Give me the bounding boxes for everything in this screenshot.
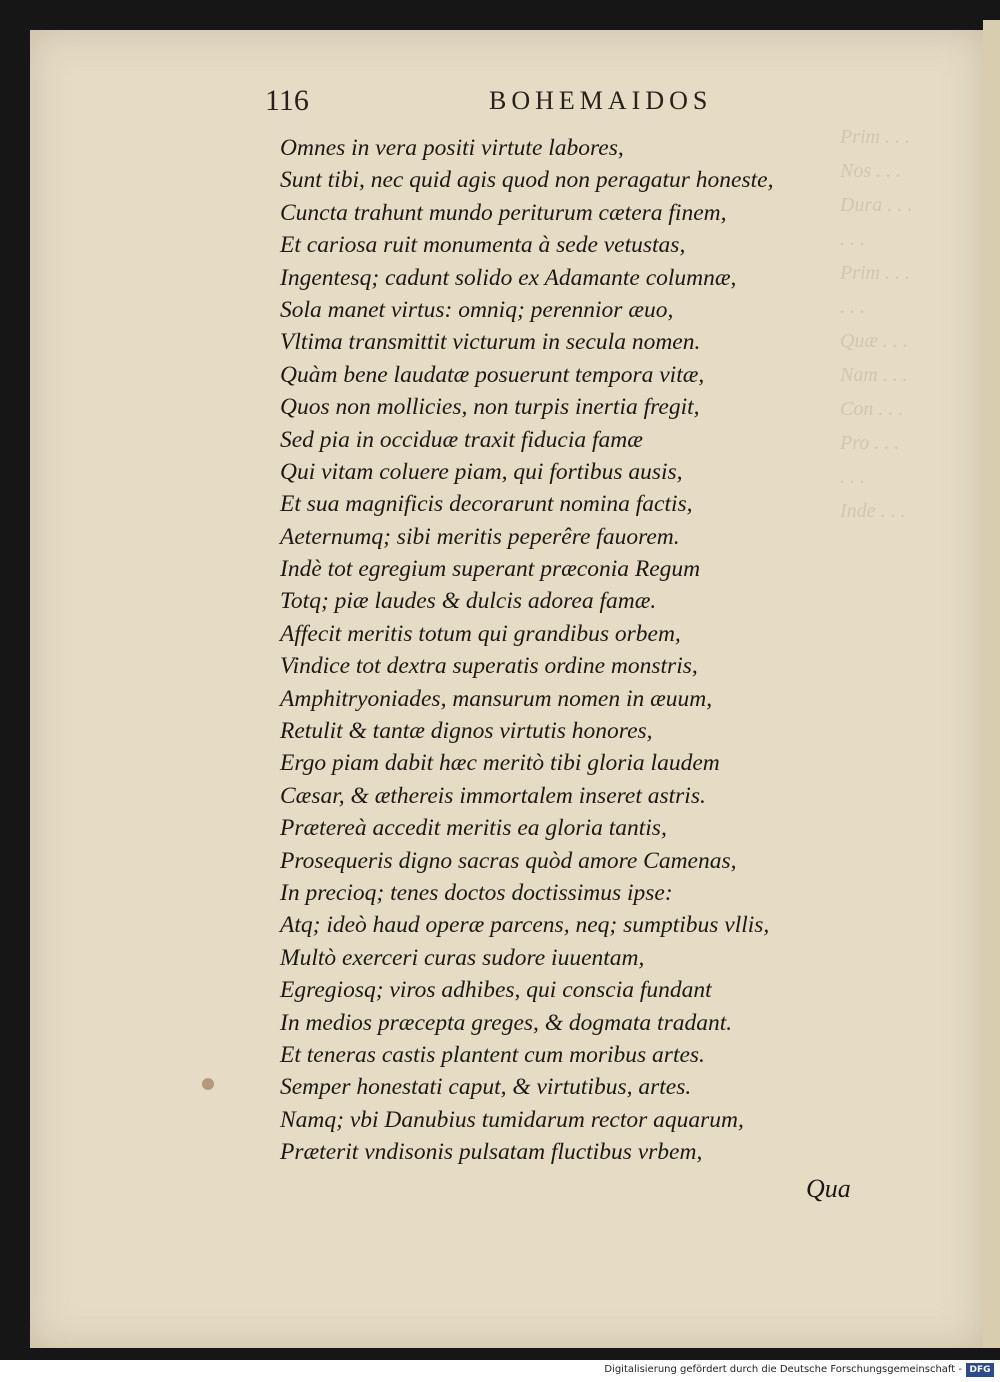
catchword: Qua xyxy=(806,1174,851,1203)
verse-line: Vindice tot dextra superatis ordine monstris, xyxy=(280,653,698,680)
verse-line: Vltima transmittit victurum in secula nomen. xyxy=(280,329,701,356)
dfg-logo: DFG xyxy=(966,1363,994,1377)
verse-line: Præterit vndisonis pulsatam fluctibus vrbem, xyxy=(280,1139,703,1166)
verse-line: Prætereà accedit meritis ea gloria tantis, xyxy=(280,815,667,842)
verse-line: In medios præcepta greges, & dogmata tradant. xyxy=(280,1009,733,1036)
verse-line: Ergo piam dabit hæc meritò tibi gloria laudem xyxy=(280,750,720,777)
verse-line: Semper honestati caput, & virtutibus, artes. xyxy=(280,1074,692,1101)
verse-line: Sola manet virtus: omniq; perennior æuo, xyxy=(280,296,674,323)
verse-line: Aeternumq; sibi meritis peperêre fauorem. xyxy=(280,523,680,550)
verse-line: Prosequeris digno sacras quòd amore Camenas, xyxy=(280,847,737,874)
verse-line: Cuncta trahunt mundo periturum cætera finem, xyxy=(280,199,727,226)
running-title: BOHEMAIDOS xyxy=(489,86,713,115)
funding-notice: Digitalisierung gefördert durch die Deutsche Forschungsgemeinschaft - xyxy=(604,1364,962,1375)
verse-line: Et cariosa ruit monumenta à sede vetustas, xyxy=(280,232,686,259)
verse-line: Namq; vbi Danubius tumidarum rector aquarum, xyxy=(280,1106,744,1133)
show-through-text: Prim . . . Nos . . . Dura . . . . . . Prim . . . . . . Quæ . . . Nam . . . Con . . . Pro . . . . . . Inde . . . xyxy=(840,126,913,522)
verse-line: Qui vitam coluere piam, qui fortibus ausis, xyxy=(280,458,683,485)
verse-line: Atq; ideò haud operæ parcens, neq; sumptibus vllis, xyxy=(280,912,770,939)
paper-stain xyxy=(202,1078,214,1090)
verse-line: Quos non mollicies, non turpis inertia fregit, xyxy=(280,394,700,421)
footer-bar xyxy=(0,1360,1000,1382)
verse-block xyxy=(280,132,870,1169)
verse-line: Affecit meritis totum qui grandibus orbem, xyxy=(280,620,681,647)
verse-line: Quàm bene laudatæ posuerunt tempora vitæ, xyxy=(280,361,705,388)
verse-line: Et teneras castis plantent cum moribus artes. xyxy=(280,1041,705,1068)
verse-line: Amphitryoniades, mansurum nomen in æuum, xyxy=(280,685,713,712)
verse-line: Egregiosq; viros adhibes, qui conscia fundant xyxy=(280,977,712,1004)
page-number: 116 xyxy=(265,84,309,117)
verse-line: Omnes in vera positi virtute labores, xyxy=(280,135,624,161)
verse-line: Ingentesq; cadunt solido ex Adamante columnæ, xyxy=(280,264,737,291)
verse-line: Totq; piæ laudes & dulcis adorea famæ. xyxy=(280,588,657,615)
facing-page-edge xyxy=(983,20,1000,1348)
verse-line: Cæsar, & æthereis immortalem inseret astris. xyxy=(280,782,706,809)
page-header xyxy=(265,84,825,124)
book-page xyxy=(30,30,983,1348)
verse-line: Indè tot egregium superant præconia Regum xyxy=(280,556,701,583)
verse-line: Sunt tibi, nec quid agis quod non peragatur honeste, xyxy=(280,167,774,194)
verse-line: Multò exerceri curas sudore iuuentam, xyxy=(280,944,645,971)
verse-line: In precioq; tenes doctos doctissimus ipse: xyxy=(280,879,673,906)
verse-line: Retulit & tantæ dignos virtutis honores, xyxy=(280,718,653,745)
verse-line: Et sua magnificis decorarunt nomina factis, xyxy=(280,491,693,518)
verse-line: Sed pia in occiduæ traxit fiducia famæ xyxy=(280,426,643,453)
